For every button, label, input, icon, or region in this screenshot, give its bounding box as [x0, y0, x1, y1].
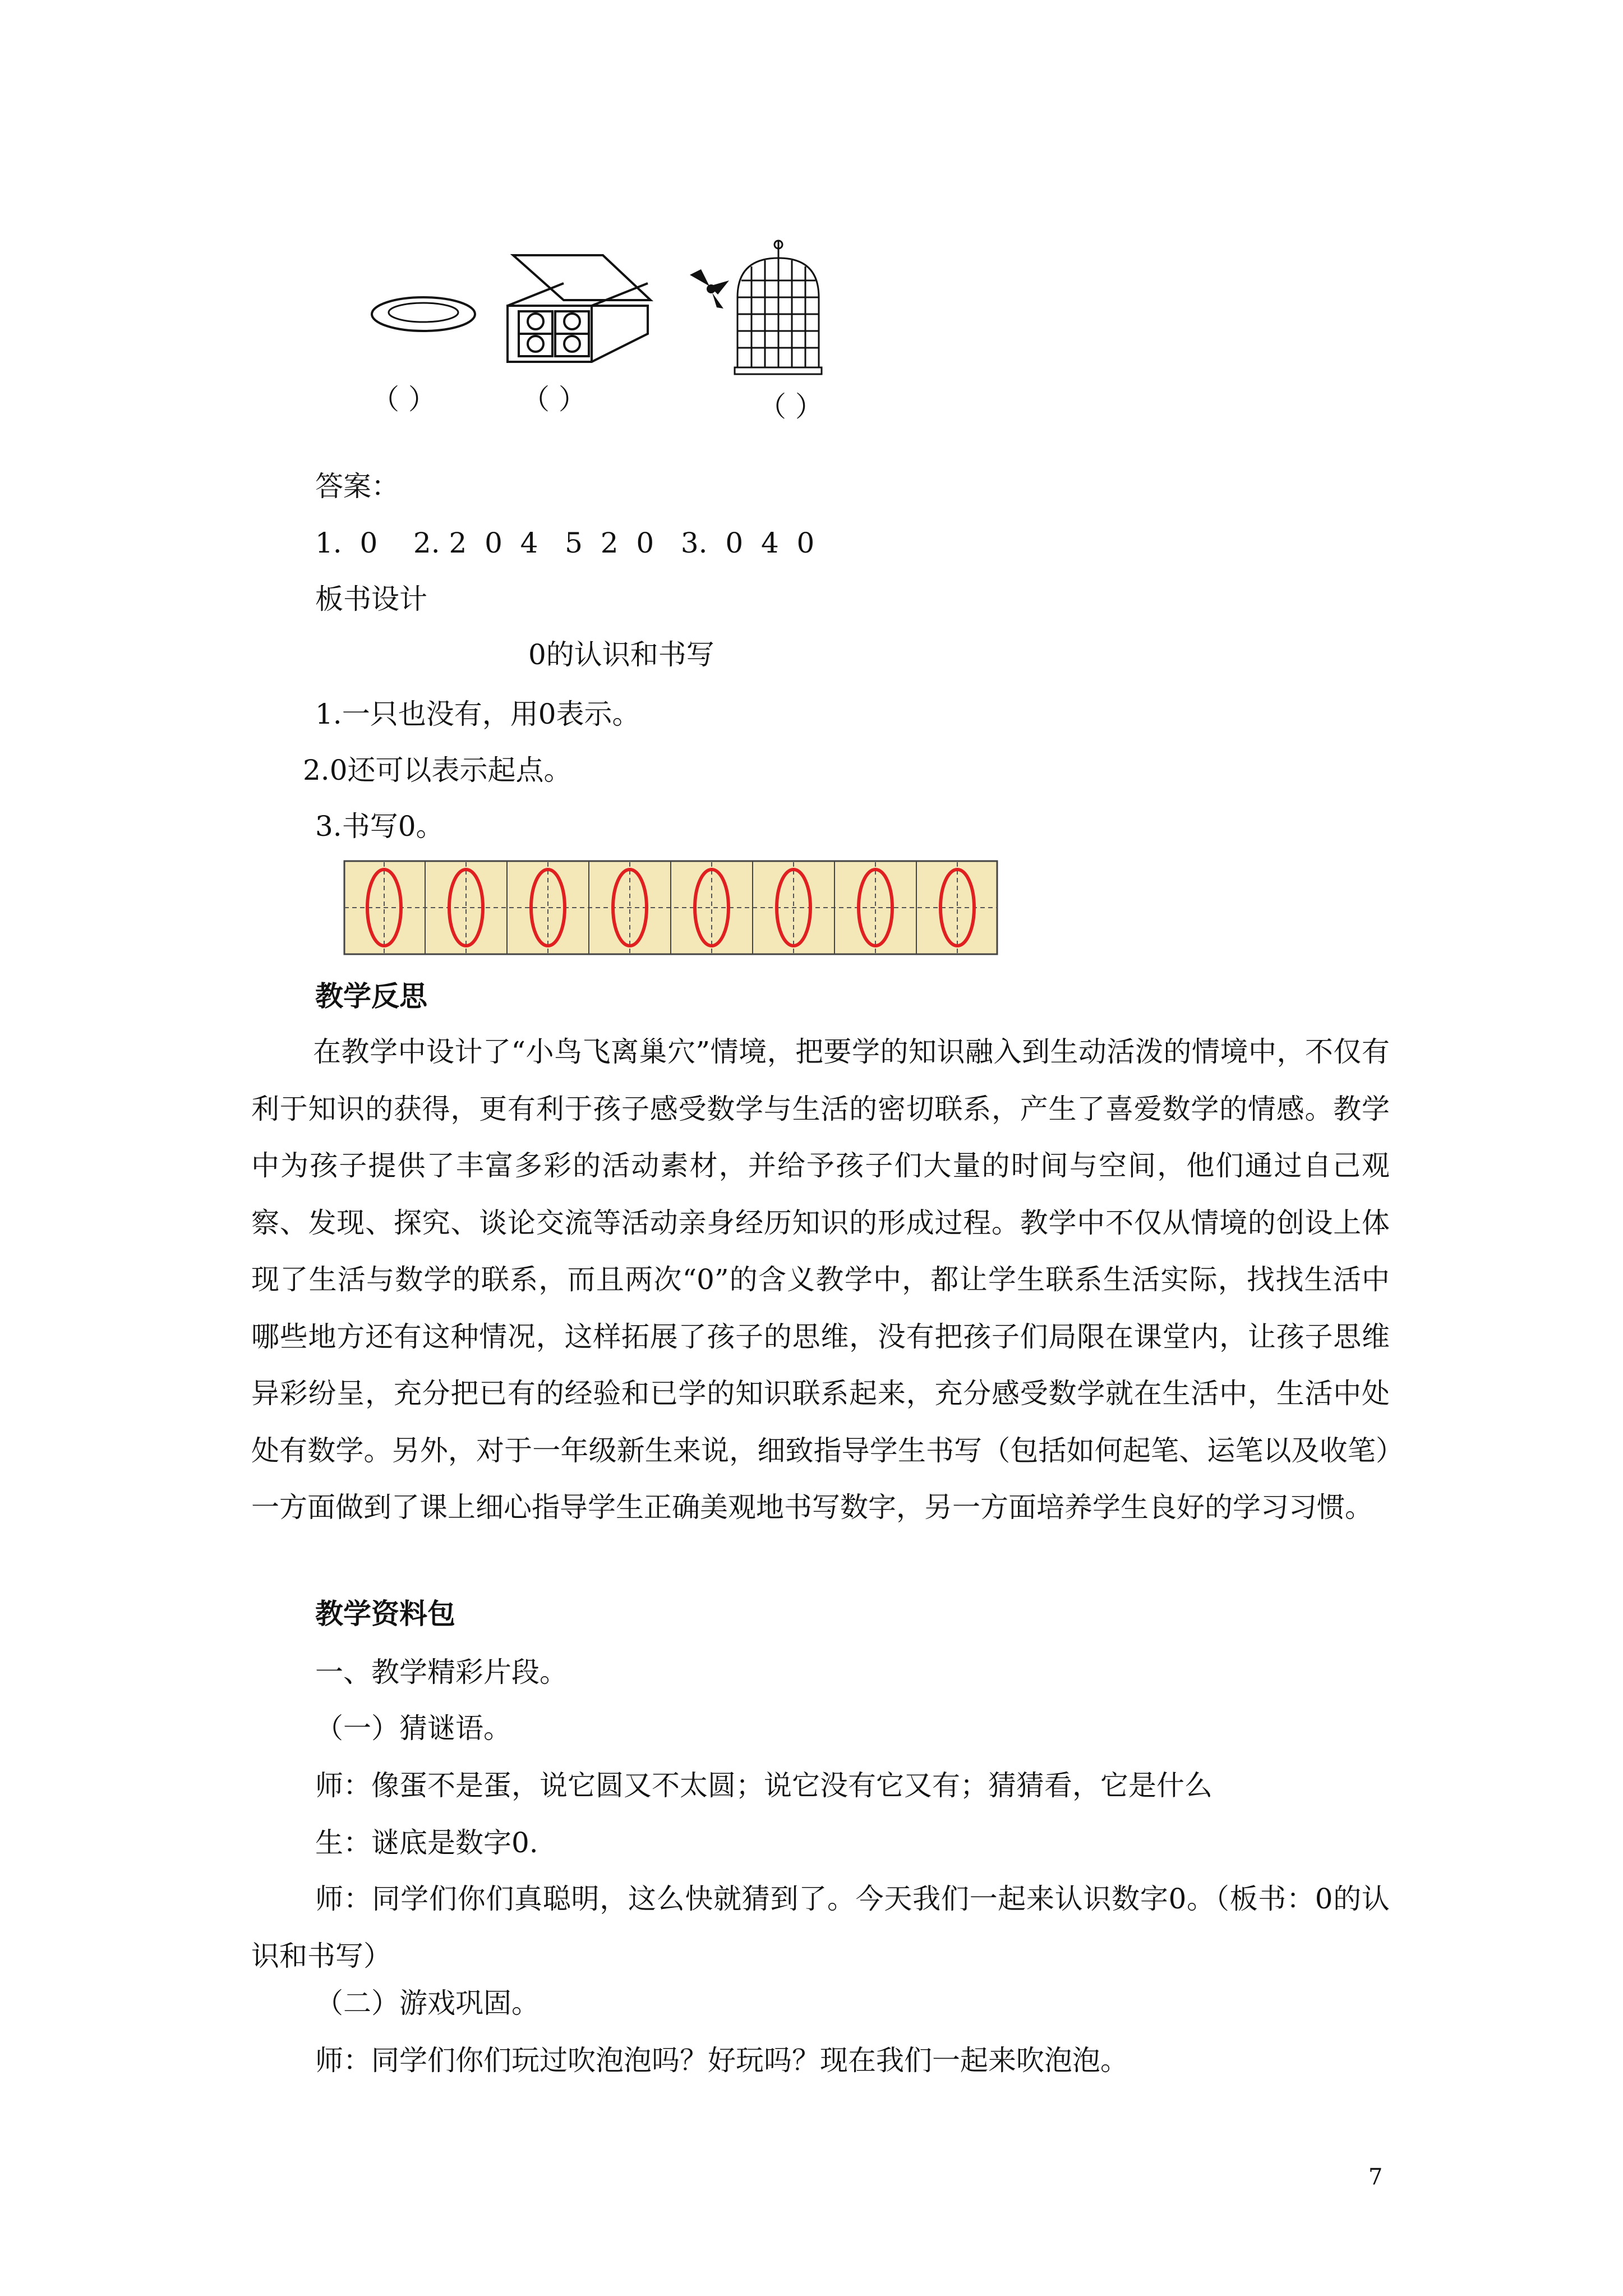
dialogue-line-3: 师：同学们你们真聪明，这么快就猜到了。今天我们一起来认识数字0。（板书：0的认识和书写） [251, 1883, 1390, 1972]
reflection-heading: 教学反思 [315, 979, 427, 1013]
resources-heading: 教学资料包 [315, 1597, 455, 1630]
cage-blank: （ ） [758, 390, 823, 423]
plate-blank: （ ） [371, 383, 436, 416]
answers-line: 1. 0 2. 2 0 4 5 2 0 3. 0 4 0 [315, 527, 815, 559]
resources-section-1: 一、教学精彩片段。 [315, 1656, 568, 1688]
box-blank: （ ） [522, 383, 587, 416]
answers-heading: 答案： [315, 470, 399, 503]
dialogue-line-2: 生：谜底是数字0. [315, 1826, 538, 1859]
board-heading: 板书设计 [315, 583, 427, 615]
board-item-2: 2.0还可以表示起点。 [303, 754, 572, 786]
board-title: 0的认识和书写 [528, 638, 714, 671]
dialogue-line-1: 师：像蛋不是蛋，说它圆又不太圆；说它没有它又有；猜猜看，它是什么 [315, 1769, 1212, 1802]
dialogue-line-4: 师：同学们你们玩过吹泡泡吗？好玩吗？现在我们一起来吹泡泡。 [315, 2044, 1128, 2077]
board-item-1: 1.一只也没有，用0表示。 [315, 698, 640, 730]
resources-sub-1: （一）猜谜语。 [315, 1712, 511, 1745]
bird-icon [684, 264, 735, 314]
egg-box-picture [502, 250, 659, 373]
plate-picture [367, 289, 479, 339]
board-item-3: 3.书写0。 [315, 810, 444, 843]
resources-sub-2: （二）游戏巩固。 [315, 1987, 540, 2019]
zero-writing-grid [343, 860, 998, 955]
page-number: 7 [1368, 2164, 1383, 2190]
bird-cage-picture [729, 236, 827, 381]
reflection-body: 在教学中设计了“小鸟飞离巢穴”情境，把要学的知识融入到生动活泼的情境中，不仅有利于知识的获得，更有利于孩子感受数学与生活的密切联系，产生了喜爱数学的情感。教学中为孩子提供了丰富多彩的活动素材，并给予孩子们大量的时间与空间，他们通过自己观察、发现、探究、谈论交流等活动亲身经历知识的形成过程。教学中不仅从情境的创设上体现了生活与数学的联系，而且两次“0”的含义教学中，都让学生联系生活实际，找找生活中哪些地方还有这种情况，这样拓展了孩子的思维，没有把孩子们局限在课堂内，让孩子思维异彩纷呈，充分把已有的经验和已学的知识联系起来，充分感受数学就在生活中，生活中处处有数学。另外，对于一年级新生来说，细致指导学生书写（包括如何起笔、运笔以及收笔）一方面做到了课上细心指导学生正确美观地书写数字，另一方面培养学生良好的学习习惯。 [251, 1036, 1390, 1524]
